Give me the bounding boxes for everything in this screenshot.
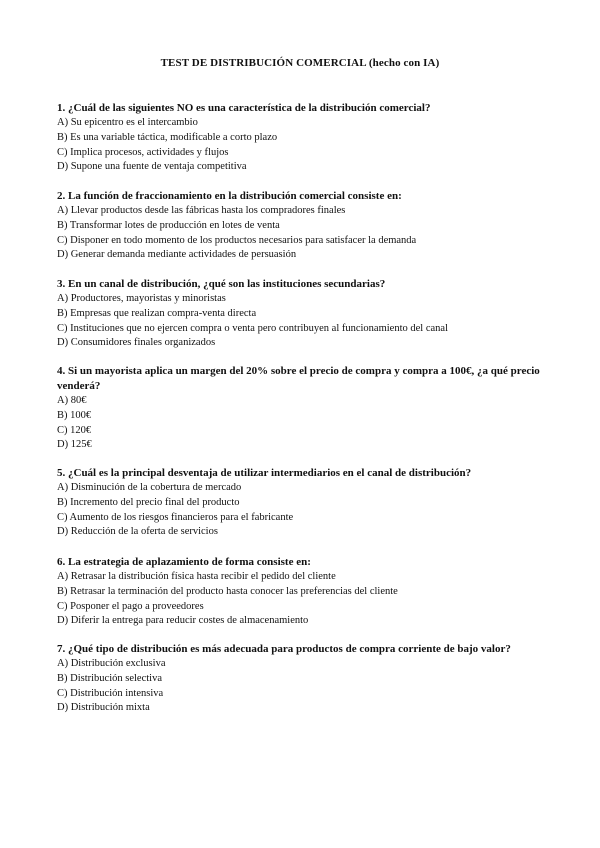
option-a: A) Su epicentro es el intercambio (57, 117, 198, 128)
option-b: B) Incremento del precio final del producto (57, 496, 240, 508)
option-d: D) Generar demanda mediante actividades de persuasión (57, 249, 297, 261)
option-b: B) 100€ (57, 409, 92, 421)
option-d: D) 125€ (57, 439, 92, 451)
option-a: A) Retrasar la distribución física hasta recibir el pedido del cliente (57, 571, 336, 582)
option-b: B) Es una variable táctica, modificable a corto plazo (57, 131, 278, 143)
option-a: A) Llevar productos desde las fábricas hasta los compradores finales (57, 205, 346, 216)
option-b: B) Transformar lotes de producción en lotes de venta (57, 219, 280, 231)
option-d: D) Supone una fuente de ventaja competitiva (57, 161, 247, 173)
question-text: 1. ¿Cuál de las siguientes NO es una característica de la distribución comercial? (57, 102, 431, 114)
option-a: A) 80€ (57, 395, 87, 406)
option-d: D) Diferir la entrega para reducir costes de almacenamiento (57, 615, 309, 627)
option-c: C) Instituciones que no ejercen compra o venta pero contribuyen al funcionamiento del canal (57, 322, 448, 334)
option-a: A) Distribución exclusiva (57, 658, 166, 669)
option-c: C) 120€ (57, 424, 92, 436)
question-7 (57, 642, 547, 716)
option-c: C) Distribución intensiva (57, 687, 164, 699)
question-6 (57, 555, 547, 629)
option-c: C) Posponer el pago a proveedores (57, 600, 204, 612)
question-text: 7. ¿Qué tipo de distribución es más adecuada para productos de compra corriente de bajo valor? (57, 643, 511, 655)
question-5 (57, 466, 547, 540)
page-title: TEST DE DISTRIBUCIÓN COMERCIAL (hecho con IA) (160, 57, 440, 69)
question-3 (57, 277, 547, 351)
option-c: C) Implica procesos, actividades y flujos (57, 146, 229, 158)
option-b: B) Empresas que realizan compra-venta directa (57, 307, 257, 319)
question-text: 6. La estrategia de aplazamiento de forma consiste en: (57, 556, 311, 568)
option-c: C) Disponer en todo momento de los productos necesarios para satisfacer la demanda (57, 234, 417, 246)
question-text: 2. La función de fraccionamiento en la distribución comercial consiste en: (57, 190, 402, 202)
option-b: B) Distribución selectiva (57, 672, 162, 684)
option-c: C) Aumento de los riesgos financieros para el fabricante (57, 511, 294, 523)
option-d: D) Distribución mixta (57, 702, 150, 714)
question-text: 4. Si un mayorista aplica un margen del 20% sobre el precio de compra y compra a 100€, ¿a qué precio venderá? (57, 365, 540, 392)
option-a: A) Disminución de la cobertura de mercado (57, 482, 242, 493)
question-text: 3. En un canal de distribución, ¿qué son las instituciones secundarias? (57, 278, 386, 290)
option-d: D) Reducción de la oferta de servicios (57, 526, 218, 538)
question-4 (57, 364, 547, 453)
question-1 (57, 101, 547, 175)
question-text: 5. ¿Cuál es la principal desventaja de utilizar intermediarios en el canal de distribución? (57, 467, 472, 479)
option-d: D) Consumidores finales organizados (57, 337, 216, 349)
question-2 (57, 189, 547, 263)
option-b: B) Retrasar la terminación del producto hasta conocer las preferencias del cliente (57, 585, 398, 597)
option-a: A) Productores, mayoristas y minoristas (57, 293, 226, 304)
